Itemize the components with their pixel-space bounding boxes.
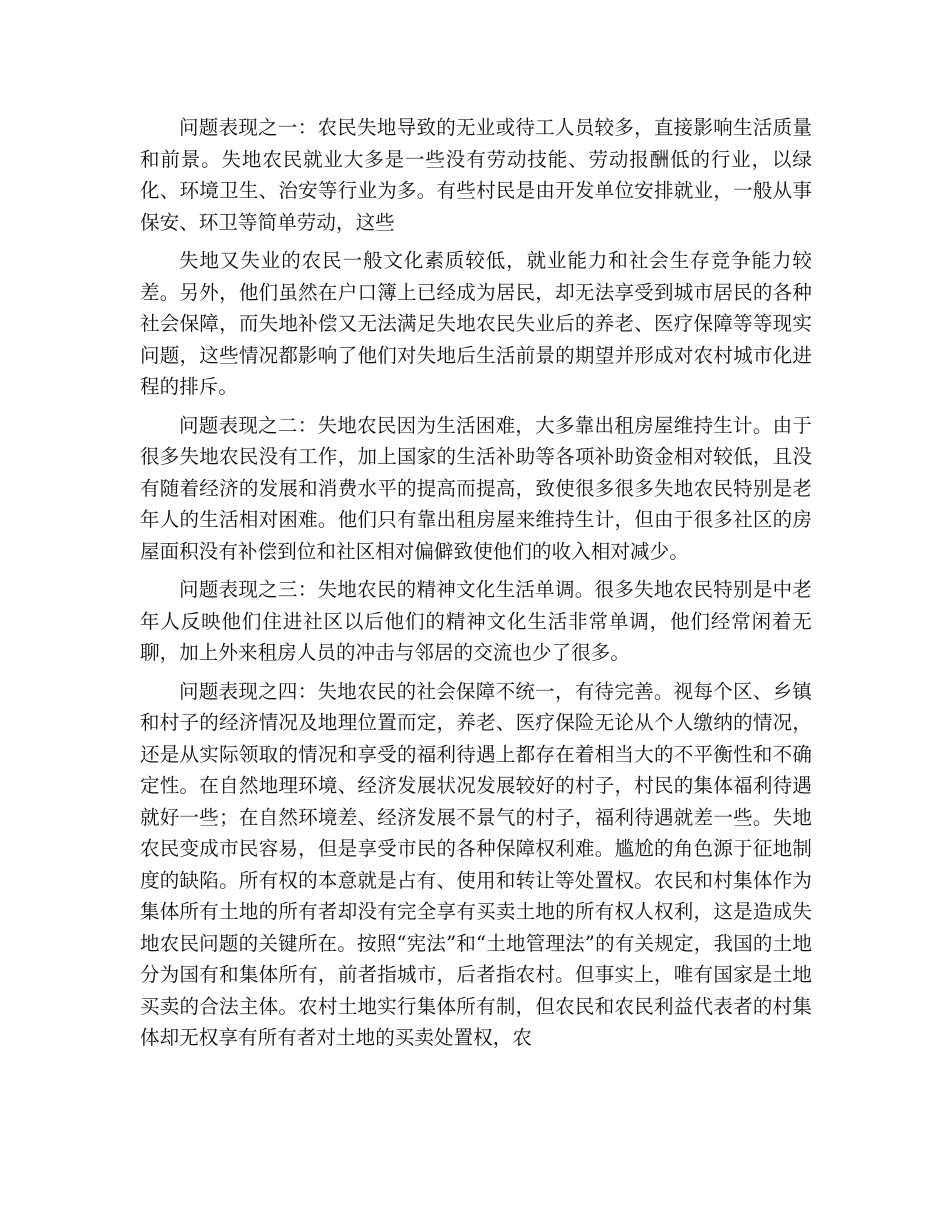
paragraph-problem-4: 问题表现之四：失地农民的社会保障不统一，有待完善。视每个区、乡镇和村子的经济情况及地理位置而定，养老、医疗保险无论从个人缴纳的情况，还是从实际领取的情况和享受的福利待遇上都存在着相当大的不平衡性和不确定性。在自然地理环境、经济发展状况发展较好的村子，村民的集体福利待遇就好一些；在自然环境差、经济发展不景气的村子，福利待遇就差一些。失地农民变成市民容易，但是享受市民的各种保障权利难。尴尬的角色源于征地制度的缺陷。所有权的本意就是占有、使用和转让等处置权。农民和村集体作为集体所有土地的所有者却没有完全享有买卖土地的所有权人权利，这是造成失地农民问题的关键所在。按照“宪法”和“土地管理法”的有关规定，我国的土地分为国有和集体所有，前者指城市，后者指农村。但事实上，唯有国家是土地买卖的合法主体。农村土地实行集体所有制，但农民和农民利益代表者的村集体却无权享有所有者对土地的买卖处置权，农 bbox=[140, 679, 812, 1049]
paragraph-problem-3: 问题表现之三：失地农民的精神文化生活单调。很多失地农民特别是中老年人反映他们住进社区以后他们的精神文化生活非常单调，他们经常闲着无聊，加上外来租房人员的冲击与邻居的交流也少了很多。 bbox=[140, 578, 812, 664]
paragraph-problem-2: 问题表现之二：失地农民因为生活困难，大多靠出租房屋维持生计。由于很多失地农民没有工作，加上国家的生活补助等各项补助资金相对较低，且没有随着经济的发展和消费水平的提高而提高，致使很多很多失地农民特别是老年人的生活相对困难。他们只有靠出租房屋来维持生计，但由于很多社区的房屋面积没有补偿到位和社区相对偏僻致使他们的收入相对减少。 bbox=[140, 413, 812, 563]
paragraph-problem-1: 问题表现之一：农民失地导致的无业或待工人员较多，直接影响生活质量和前景。失地农民就业大多是一些没有劳动技能、劳动报酬低的行业，以绿化、环境卫生、治安等行业为多。有些村民是由开发单位安排就业，一般从事保安、环卫等简单劳动，这些 bbox=[140, 116, 812, 234]
document-body bbox=[140, 112, 812, 1054]
paragraph-problem-1-continued: 失地又失业的农民一般文化素质较低，就业能力和社会生存竞争能力较差。另外，他们虽然在户口簿上已经成为居民，却无法享受到城市居民的各种社会保障，而失地补偿又无法满足失地农民失业后的养老、医疗保障等等现实问题，这些情况都影响了他们对失地后生活前景的期望并形成对农村城市化进程的排斥。 bbox=[140, 249, 812, 398]
